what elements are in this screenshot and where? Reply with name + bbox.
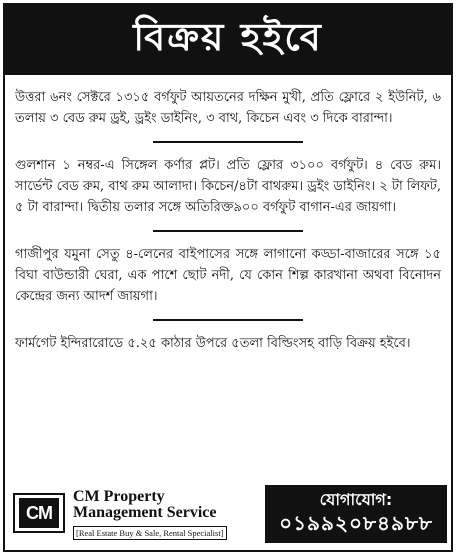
contact-phone[interactable]: ০১৯৯২০৮৪৯৮৮ bbox=[279, 511, 433, 535]
divider bbox=[153, 141, 303, 143]
listing-uttara: উত্তরা ৬নং সেক্টরে ১৩১৫ বর্গফুট আয়তনের দক্ষিন মুখী, প্রতি ফ্লোরে ২ ইউনিট, ৬ তলায় ৩ বেড রুম ড্রই, ড্রইং ডাইনিং, ৩ বাথ, কিচেন এবং ৩ দিকে বারান্দা। bbox=[15, 90, 441, 126]
ad-content bbox=[15, 87, 441, 354]
contact-box bbox=[265, 485, 447, 543]
listing-gulshan: গুলশান ১ নম্বর-এ সিঙ্গেল কর্ণার প্লট। প্রতি ফ্লোর ৩১০০ বর্গফুট। ৪ বেড রুম। সার্ভেন্ট বেড রুম, বাথ রুম আলাদা। কিচেন/৪টা বাথরুম। ড্রইং ডাইনিং। ২ টা লিফট, ৫ টা বারান্দা। দ্বিতীয় তলার সঙ্গে অতিরিক্ত৯০০ বর্গফুট বাগান-এর জায়গা। bbox=[15, 158, 441, 215]
logo-mark: CM bbox=[19, 498, 59, 528]
ad-footer bbox=[11, 483, 447, 545]
listing-farmgate: ফার্মগেট ইন্দিরারোডে ৫.২৫ কাঠার উপরে ৫তলা বিল্ডিংসহ বাড়ি বিক্রয় হইবে। bbox=[15, 336, 411, 351]
ad-header bbox=[5, 5, 451, 75]
company-name-line1: CM Property bbox=[73, 488, 165, 505]
classified-ad bbox=[3, 3, 453, 552]
ad-title: বিক্রয় হইবে bbox=[133, 15, 323, 59]
contact-label: যোগাযোগ: bbox=[319, 490, 393, 509]
company-name-line2: Management Service bbox=[73, 504, 217, 521]
divider bbox=[153, 230, 303, 232]
company-logo bbox=[13, 493, 65, 533]
listing-gazipur: গাজীপুর যমুনা সেতু ৪-লেনের বাইপাসের সঙ্গে লাগানো কড্ডা-বাজারের সঙ্গে ১৫ বিঘা বাউন্ডারী ঘেরা, এক পাশে ছোট নদী, যে কোন শিল্প কারখানা অথবা বিনোদন কেন্দ্রের জন্য আদর্শ জায়গা। bbox=[15, 247, 441, 304]
divider bbox=[153, 319, 303, 321]
company-info bbox=[73, 489, 253, 540]
company-tagline: [Real Estate Buy & Sale, Rental Specialist] bbox=[73, 526, 227, 540]
